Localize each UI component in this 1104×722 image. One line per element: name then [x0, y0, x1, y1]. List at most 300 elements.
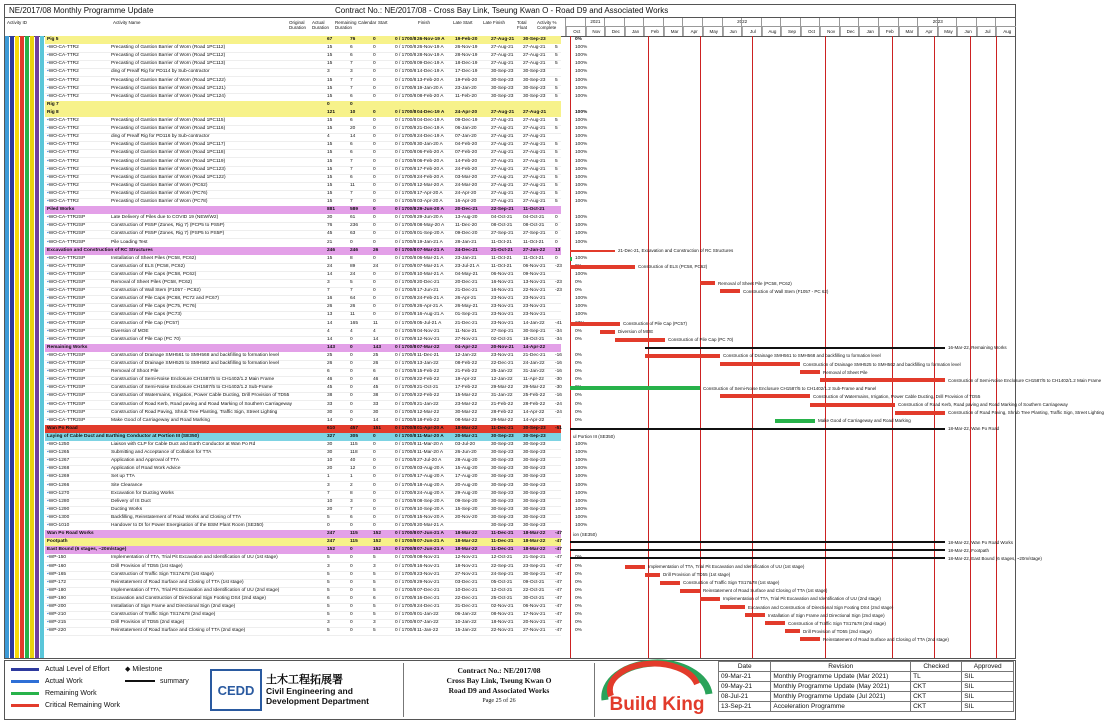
cell-ls: 04-Oct-21	[491, 215, 513, 221]
cell-r: 0	[373, 442, 376, 447]
cell-f: 01-Sep-21	[455, 312, 478, 318]
cell-name: Implementation of TTA, Trial Pit Excavation and Identification of UU (2nd stage)	[111, 587, 280, 593]
activity-bar[interactable]	[645, 573, 660, 577]
cell-p: 0%	[575, 328, 582, 334]
cedd-logo-icon	[210, 669, 262, 711]
cell-s: 03-Aug-20 A	[417, 466, 444, 472]
revision-cell: CKT	[911, 682, 962, 692]
cell-id: Rig 8	[47, 109, 59, 115]
cell-a: 0	[350, 555, 353, 561]
cell-cal: 0 / 1700/8	[395, 595, 417, 601]
cell-tf: -51	[555, 425, 562, 431]
revision-header-cell: Date	[719, 662, 771, 672]
gantt-grid[interactable]	[4, 17, 1104, 659]
table-row[interactable]	[45, 627, 582, 636]
cell-o: 15	[327, 53, 333, 59]
cell-id: ▪WO-CA-TTR2SP	[47, 336, 86, 342]
group-row[interactable]	[45, 425, 561, 433]
cell-s: 22-Feb-22	[417, 393, 440, 399]
cell-a: 0	[350, 604, 353, 609]
cell-p: 0%	[575, 587, 582, 593]
activity-bar[interactable]	[810, 403, 895, 407]
group-row[interactable]	[45, 206, 561, 214]
cell-lf: 06-Nov-21	[523, 604, 546, 609]
activity-bar[interactable]	[700, 281, 715, 285]
cell-id: Pig 5	[47, 37, 59, 42]
cell-r: 45	[373, 385, 379, 391]
cell-s: 13-Feb-20 A	[417, 77, 444, 83]
cell-a: 6	[350, 118, 353, 123]
cell-a: 7	[350, 77, 353, 83]
cell-s: 08-Sep-20 A	[417, 498, 444, 504]
cell-id: ▪WO-1267	[47, 458, 70, 464]
cell-f: 11-Dec-20	[455, 223, 478, 229]
cell-ls: 11-Oct-21	[491, 263, 512, 269]
group-row[interactable]	[45, 538, 561, 546]
cell-a: 40	[350, 458, 356, 464]
activity-bar[interactable]	[800, 370, 820, 374]
cell-id: ▪WO-1265	[47, 450, 70, 456]
cell-cal: 0 / 1700/8	[395, 555, 417, 561]
cell-lf: 04-Oct-21	[523, 215, 545, 221]
cell-cal: 0 / 1700/8	[395, 280, 417, 285]
cell-p: 100%	[575, 174, 588, 180]
activity-icon: ▪	[47, 118, 49, 123]
cell-a: 1	[350, 474, 353, 480]
page-number: Page 25 of 26	[482, 698, 516, 704]
cell-r: 0	[373, 166, 376, 172]
cell-cal: 0 / 1700/8	[395, 296, 417, 302]
cell-cal: 0 / 1700/8	[395, 385, 417, 391]
cell-name: Precasting of Gantion Barrier of Worn (PC78)	[111, 199, 208, 204]
cell-lf: 27-Sep-21	[523, 231, 546, 237]
summary-bar[interactable]	[570, 428, 945, 430]
cell-p: 100%	[575, 85, 588, 91]
cell-p: 100%	[575, 482, 588, 488]
activity-icon: ▪	[47, 595, 49, 601]
activity-icon: ▪	[47, 239, 49, 245]
cell-ls: 22-Sep-21	[491, 563, 514, 569]
cell-p: 100%	[575, 182, 588, 188]
cell-id: ▪WO-CA-TTR2SP	[47, 215, 86, 221]
buildking-logo	[597, 664, 717, 716]
col-late-start[interactable]: Late Start	[453, 20, 473, 25]
activity-bar[interactable]	[720, 289, 740, 293]
activity-icon: ▪	[47, 199, 49, 204]
cell-r: 24	[373, 263, 379, 269]
cell-id: ▪WO-1270	[47, 490, 70, 496]
cell-name: ding of Prealf Rig for PD116 by Sub-contractor	[111, 134, 210, 140]
activity-bar[interactable]	[765, 621, 785, 625]
cell-ls: 02-Oct-21	[491, 336, 513, 342]
cell-o: 30	[327, 409, 333, 415]
activity-icon: ▪	[47, 271, 49, 277]
cell-f: 28-Jan-21	[455, 239, 477, 245]
cell-o: 10	[327, 458, 333, 464]
cell-s: 18-Aug-20 A	[417, 482, 444, 488]
cell-o: 15	[327, 158, 333, 164]
cell-cal: 0 / 1700/8	[395, 409, 417, 415]
col-finish[interactable]: Finish	[418, 20, 431, 25]
cell-o: 0	[327, 523, 330, 528]
cell-o: 13	[327, 312, 333, 318]
cell-tf: -30	[555, 377, 562, 383]
cell-a: 0	[350, 409, 353, 415]
legend-swatch	[11, 692, 39, 695]
cell-o: 10	[327, 498, 333, 504]
cell-p: 100%	[575, 255, 588, 261]
col-orig[interactable]: Original Duration	[289, 20, 307, 30]
cell-cal: 0 / 1700/8	[395, 547, 417, 553]
cell-tf: 5	[555, 85, 558, 91]
cell-p: 100%	[575, 109, 588, 115]
bar-label: Construction of Road Paving, Shrub Tree Planting, Traffic Sign, Street Lighting	[948, 410, 1104, 416]
cell-s: 30-Jan-20 A	[417, 142, 443, 148]
activity-bar[interactable]	[600, 330, 615, 334]
cell-cal: 0 / 1700/8	[395, 199, 417, 204]
cell-r: 0	[373, 77, 376, 83]
cell-o: 152	[327, 547, 336, 553]
activity-bar[interactable]	[660, 581, 680, 585]
cell-name: Diversion of MOE	[111, 328, 149, 334]
summary-bar[interactable]	[570, 557, 945, 559]
cell-lf: 27-Aug-21	[523, 190, 546, 196]
cell-s: 16-Dec-21	[417, 595, 440, 601]
cell-ls: 08-Nov-21	[491, 612, 514, 618]
cell-id: ▪WO-1250	[47, 442, 70, 447]
cell-r: 0	[373, 239, 376, 245]
activity-bar[interactable]	[645, 354, 720, 358]
cell-f: 21-Dec-21	[455, 320, 478, 326]
month-feb: Feb	[878, 18, 899, 36]
cell-a: 7	[350, 190, 353, 196]
cell-id: ▪WP-190	[47, 595, 67, 601]
group-row[interactable]	[45, 247, 561, 255]
summary-bar[interactable]	[570, 541, 945, 543]
cell-name: Liaison with CLP for Cable Duct and Earth Conductor at Wan Po Rd	[111, 442, 256, 447]
activity-icon: ▪	[47, 77, 49, 83]
revision-cell: CKT	[911, 692, 962, 702]
cell-r: 0	[373, 312, 376, 318]
cell-r: 0	[373, 514, 376, 520]
cell-f: 15-Sep-20	[455, 506, 478, 512]
cell-r: 26	[373, 247, 379, 253]
cell-ls: 30-Sep-23	[491, 450, 514, 456]
cell-lf: 30-Sep-23	[523, 77, 546, 83]
cell-tf: -47	[555, 628, 562, 634]
cell-tf: 5	[555, 61, 558, 67]
summary-bar[interactable]	[570, 549, 945, 551]
cell-id: Footpath	[47, 539, 68, 545]
cell-r: 25	[373, 352, 379, 358]
revision-cell: Monthly Programme Update (May 2021)	[771, 682, 911, 692]
cell-tf: -23	[555, 288, 562, 294]
cell-cal: 0 / 1700/8	[395, 377, 417, 383]
bar-label: 18-Mar-22, Footpath	[948, 547, 990, 553]
col-calendar[interactable]: Calendar	[358, 20, 377, 25]
month-aug: Aug	[995, 18, 1016, 36]
cell-ls: 27-Aug-21	[491, 37, 515, 42]
activity-bar[interactable]	[570, 265, 635, 269]
activity-icon: ▪	[47, 523, 49, 528]
activity-icon: ▪	[47, 263, 49, 269]
cell-a: 589	[350, 207, 359, 213]
cell-s: 06-Feb-20 A	[417, 150, 444, 156]
cell-p: 100%	[575, 442, 588, 447]
cell-r: 151	[373, 425, 382, 431]
outline-stripe	[20, 36, 24, 658]
cell-id: ▪WO-CA-TTR2	[47, 158, 79, 164]
cell-cal: 0 / 1700/8	[395, 93, 417, 99]
activity-bar[interactable]	[895, 411, 945, 415]
activity-icon: ▪	[47, 490, 49, 496]
cell-a: 20	[350, 126, 356, 132]
activity-bar[interactable]	[785, 629, 800, 633]
cell-s: 10-Sep-20 A	[417, 506, 444, 512]
cell-ls: 30-Sep-23	[491, 458, 514, 464]
activity-bar[interactable]	[700, 597, 720, 601]
cell-name: Construction of Traffic Sign TS17&78 (1st stage)	[111, 571, 214, 577]
contract-title: Contract No.: NE/2017/08 - Cross Bay Link, Tseung Kwan O - Road D9 and Associated Works	[335, 6, 669, 15]
activity-icon: ▪	[47, 458, 49, 464]
cell-ls: 02-Nov-21	[491, 604, 514, 609]
col-start[interactable]: Start	[378, 20, 388, 25]
month-jan: Jan	[624, 18, 645, 36]
cell-f: 10-Jan-22	[455, 620, 477, 626]
group-row[interactable]	[45, 546, 561, 554]
cell-a: 0	[350, 361, 353, 366]
cell-f: 18-Mar-22	[455, 547, 478, 553]
cell-id: ▪WO-CA-TTR2	[47, 93, 79, 99]
cell-tf: -16	[555, 352, 562, 358]
cell-tf: 5	[555, 158, 558, 164]
revision-row	[719, 702, 1014, 712]
col-activity-id[interactable]: Activity ID	[7, 20, 28, 25]
cell-p: 0%	[575, 37, 582, 42]
activity-bar[interactable]	[570, 386, 700, 390]
cell-id: ▪WO-1268	[47, 466, 70, 472]
summary-bar[interactable]	[645, 347, 945, 349]
cell-o: 3	[327, 620, 330, 626]
cell-id: ▪WO-CA-TTR2	[47, 199, 79, 204]
cell-name: Pile Loading Test	[111, 239, 148, 245]
cell-name: Precasting of Gantion Barrier of Worn (Road 1PC116)	[111, 126, 226, 132]
cell-o: 14	[327, 320, 333, 326]
cell-f: 06-Jan-22	[455, 612, 477, 618]
activity-bar[interactable]	[745, 613, 765, 617]
summary-bar[interactable]	[570, 250, 615, 252]
cell-r: 0	[373, 69, 376, 75]
activity-icon: ▪	[47, 612, 49, 618]
cell-s: 17-Aug-20 A	[417, 474, 444, 480]
cell-ls: 23-Nov-21	[491, 352, 514, 358]
cell-cal: 0 / 1700/8	[395, 620, 417, 626]
cell-a: 0	[350, 547, 353, 553]
cell-tf: -16	[555, 369, 562, 375]
cell-r: 0	[373, 182, 376, 188]
cell-p: 100%	[575, 458, 588, 464]
cell-p: 100%	[575, 231, 588, 237]
cell-name: Construction of PS5P (Zones, Rig 7) (PSP5 to PS5P)	[111, 231, 225, 237]
group-row[interactable]	[45, 101, 561, 109]
cell-r: 5	[373, 604, 376, 609]
group-row[interactable]	[45, 36, 582, 44]
cell-name: Construction of Pile Caps (PC68, PC72 and PC67)	[111, 296, 219, 302]
cell-o: 45	[327, 385, 333, 391]
activity-bar[interactable]	[680, 589, 700, 593]
activity-bar[interactable]	[800, 637, 820, 641]
cell-s: 09-Dec-19 A	[417, 61, 444, 67]
activity-icon: ▪	[47, 69, 49, 75]
cell-s: 15-Nov-20 A	[417, 514, 444, 520]
cell-id: ▪WO-CA-TTR2SP	[47, 280, 86, 285]
cell-ls: 30-Sep-23	[491, 77, 514, 83]
cell-id: ▪WO-CA-TTR2	[47, 142, 79, 148]
cell-f: 12-Nov-21	[455, 555, 478, 561]
activity-bar[interactable]	[720, 605, 745, 609]
month-dec: Dec	[839, 18, 860, 36]
group-row[interactable]	[45, 530, 561, 538]
cell-lf: 21-Sep-21	[523, 555, 546, 561]
cell-r: 0	[373, 296, 376, 302]
cell-f: 14-Feb-20	[455, 158, 478, 164]
cell-ls: 25-Oct-21	[491, 595, 513, 601]
cell-a: 6	[350, 142, 353, 148]
cell-a: 236	[350, 223, 359, 229]
cell-id: ▪WO-CA-TTR2SP	[47, 312, 86, 318]
cell-o: 5	[327, 628, 330, 634]
activity-bar[interactable]	[775, 419, 815, 423]
cell-name: Precasting of Gantion Barrier of Worn (Road 1PC119)	[111, 158, 226, 164]
cell-name: Backfilling, Reinstatement of Road Works and Closing of TTA	[111, 514, 242, 520]
legend-label: Remaining Work	[45, 690, 97, 697]
activity-bar[interactable]	[570, 322, 620, 326]
bar-label: 21-Dec-21, Excavation and Construction of RC Structures	[618, 248, 734, 254]
col-pct[interactable]: Activity % Complete	[537, 20, 557, 30]
cell-id: ▪WO-CA-TTR2SP	[47, 417, 86, 423]
cell-r: 0	[373, 199, 376, 204]
cell-f: 19-Feb-20	[455, 37, 478, 42]
cell-name: Precasting of Gantion Barrier of Worn (Road 1PC122)	[111, 174, 226, 180]
col-late-finish[interactable]: Late Finish	[483, 20, 506, 25]
cell-name: Construction of Semi-Noise Enclosure CH1587/5 to CH1402/1.2 Main Frame	[111, 377, 275, 383]
activity-bar[interactable]	[720, 394, 810, 398]
contract-no: Contract No.: NE/2017/08	[457, 666, 541, 675]
cell-p: 100%	[575, 134, 588, 140]
cell-tf: -47	[555, 595, 562, 601]
cell-cal: 0 / 1700/8	[395, 458, 417, 464]
activity-icon: ▪	[47, 255, 49, 261]
cell-p: 100%	[575, 118, 588, 123]
cell-lf: 11-Oct-21	[523, 239, 544, 245]
cell-f: 30-Mar-22	[455, 409, 478, 415]
activity-icon: ▪	[47, 190, 49, 196]
cell-tf: 5	[555, 53, 558, 59]
cell-id: ▪WO-CA-TTR2SP	[47, 239, 86, 245]
group-row[interactable]	[45, 344, 561, 352]
sheet-title: NE/2017/08 Monthly Programme Update	[9, 6, 154, 15]
cell-id: ▪WO-1280	[47, 498, 70, 504]
cell-f: 21-Feb-22	[455, 369, 478, 375]
cell-name: Drill Provision of TD55 (2nd stage)	[111, 620, 185, 626]
cell-id: ▪WP-150	[47, 555, 67, 561]
cell-cal: 0 / 1700/8	[395, 628, 417, 634]
cell-id: ▪WO-CA-TTR2SP	[47, 271, 86, 277]
activity-icon: ▪	[47, 498, 49, 504]
cell-id: Laying of Cable Duct and Earthing Conductor at Portion III (SE350)	[47, 433, 199, 439]
outline-stripe	[35, 36, 39, 658]
cell-ls: 06-Nov-21	[491, 271, 514, 277]
cell-ls: 12-Oct-21	[491, 587, 513, 593]
cell-cal: 0 / 1700/8	[395, 118, 417, 123]
col-activity-name[interactable]: Activity Name	[113, 20, 141, 25]
cell-a: 165	[350, 320, 359, 326]
cell-a: 0	[350, 587, 353, 593]
col-total-float[interactable]: Total Float	[517, 20, 528, 30]
cell-s: 08-Nov-21	[417, 555, 440, 561]
activity-bar[interactable]	[615, 338, 665, 342]
cell-tf: 5	[555, 150, 558, 156]
cell-lf: 30-Sep-23	[523, 37, 546, 42]
cell-a: 4	[350, 328, 353, 334]
cell-p: 0%	[575, 628, 582, 634]
bar-label: Construction of Traffic Sign TS17&78 (1st stage)	[683, 580, 780, 586]
activity-icon: ▪	[47, 320, 49, 326]
cell-cal: 0 / 1700/8	[395, 288, 417, 294]
bar-label: Construction of Semi-Noise Enclosure CH1587/5 to CH1402/1.2 Sub-Frame and Panel	[703, 385, 877, 391]
col-actual[interactable]: Actual Duration	[312, 20, 330, 30]
cell-lf: 23-Nov-21	[523, 296, 546, 302]
bar-label: Construction of Wall Stem (F1057 - PC 62)	[743, 288, 829, 294]
bar-label: Removal of Sheet Pile	[823, 369, 868, 375]
cell-o: 5	[327, 514, 330, 520]
cell-s: 04-Dec-19 A	[417, 109, 445, 115]
cell-ls: 30-Sep-23	[491, 69, 514, 75]
cell-tf: -41	[555, 320, 562, 326]
cell-s: 07-Mar-21 A	[417, 247, 445, 253]
cell-r: 3	[373, 620, 376, 626]
cell-p: 100%	[575, 61, 588, 67]
activity-bar[interactable]	[570, 257, 572, 261]
cell-p: 100%	[575, 53, 588, 59]
group-row[interactable]	[45, 433, 561, 441]
cell-s: 12-Nov-21	[417, 336, 440, 342]
cell-s: 06-Mar-21 A	[417, 255, 444, 261]
activity-icon: ▪	[47, 312, 49, 318]
cell-lf: 22-Nov-21	[523, 288, 546, 294]
cell-lf: 30-Sep-23	[523, 450, 546, 456]
activity-bar[interactable]	[720, 362, 800, 366]
cell-lf: 14-Jan-22	[523, 320, 545, 326]
cell-o: 4	[327, 328, 330, 334]
cell-tf: -47	[555, 579, 562, 585]
cell-ls: 27-Aug-21	[491, 166, 514, 172]
cell-cal: 0 / 1700/8	[395, 45, 417, 51]
group-row[interactable]	[45, 109, 588, 117]
cell-lf: 30-Sep-23	[523, 425, 546, 431]
cell-ls: 27-Aug-21	[491, 142, 514, 148]
cell-f: 07-Jan-20	[455, 134, 477, 140]
col-remaining[interactable]: Remaining Duration	[335, 20, 357, 30]
activity-bar[interactable]	[820, 378, 945, 382]
month-jun: Jun	[722, 18, 743, 36]
activity-bar[interactable]	[625, 565, 645, 569]
cell-tf: 0	[555, 255, 558, 261]
cell-f: 27-Nov-21	[455, 571, 478, 577]
cell-f: 22-Dec-21	[455, 595, 478, 601]
month-jun: Jun	[956, 18, 977, 36]
cell-f: 16-Apr-20	[455, 199, 477, 204]
